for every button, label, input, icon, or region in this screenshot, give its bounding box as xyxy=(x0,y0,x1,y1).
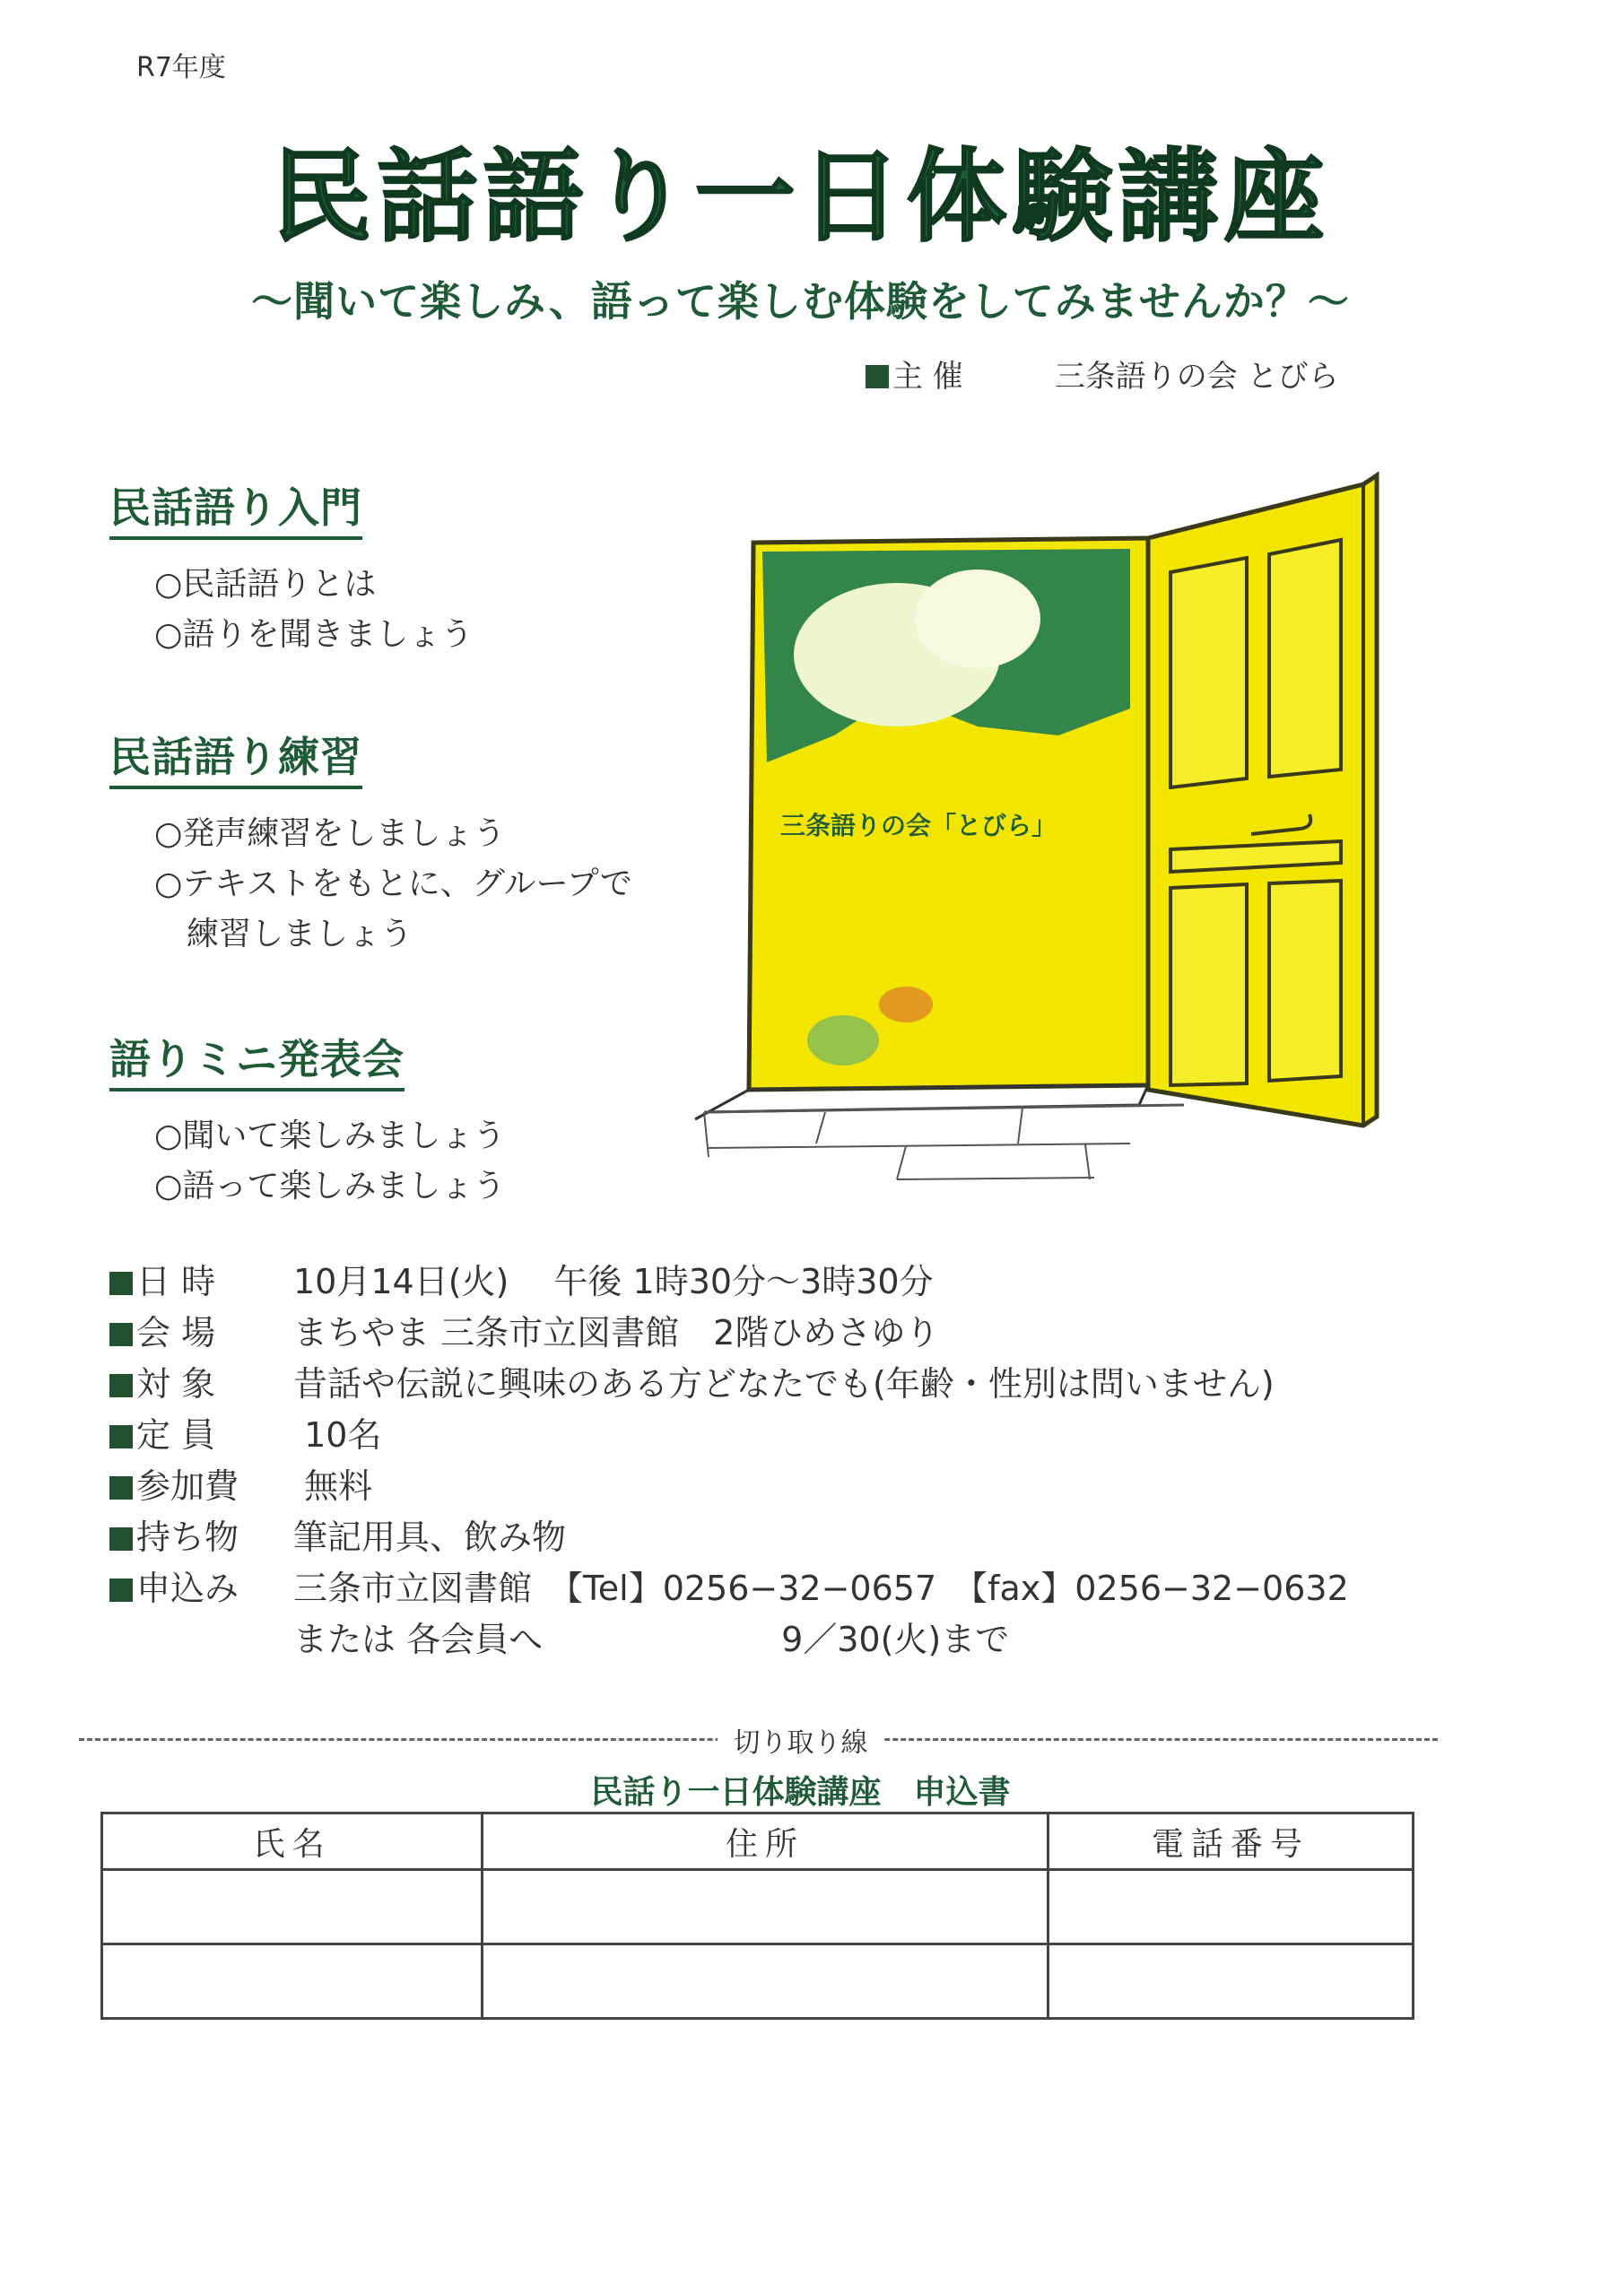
event-details xyxy=(109,1254,1349,1663)
section-heading: 民話語り練習 xyxy=(109,725,362,789)
name-cell[interactable] xyxy=(102,1944,483,2019)
application-form xyxy=(100,1812,1414,2020)
detail-row xyxy=(109,1305,1349,1356)
list-item: ○語りを聞きましょう xyxy=(154,616,474,653)
detail-row xyxy=(109,1612,1349,1663)
section-heading: 語りミニ発表会 xyxy=(109,1027,405,1091)
detail-row xyxy=(109,1458,1349,1509)
cut-line-label: 切り取り線 xyxy=(0,1720,1601,1760)
door-illustration xyxy=(682,466,1399,1220)
square-bullet-icon xyxy=(109,1476,133,1500)
detail-row xyxy=(109,1509,1349,1561)
section-practice xyxy=(109,725,632,960)
column-header-name: 氏名 xyxy=(102,1813,483,1870)
detail-label: 対 象 xyxy=(136,1364,216,1404)
list-item: 練習しましょう xyxy=(154,916,413,952)
detail-label: 参加費 xyxy=(136,1466,239,1506)
phone-cell[interactable] xyxy=(1048,1870,1413,1944)
detail-row xyxy=(109,1561,1349,1612)
door-image xyxy=(682,466,1399,1220)
detail-value: 筆記用具、飲み物 xyxy=(293,1518,567,1557)
detail-value: まちやま 三条市立図書館 2階ひめさゆり xyxy=(293,1313,940,1352)
door-sign-text: 三条語りの会「とびら」 xyxy=(780,811,1057,840)
list-item: ○発声練習をしましょう xyxy=(154,815,506,852)
square-bullet-icon xyxy=(866,365,889,388)
list-item: ○聞いて楽しみましょう xyxy=(154,1118,506,1154)
detail-row xyxy=(109,1356,1349,1407)
list-item: ○語って楽しみましょう xyxy=(154,1168,506,1205)
subtitle: 〜聞いて楽しみ、語って楽しむ体験をしてみませんか？〜 xyxy=(251,277,1350,326)
column-header-address: 住所 xyxy=(483,1813,1048,1870)
detail-label: 申込み xyxy=(136,1569,239,1608)
square-bullet-icon xyxy=(109,1425,133,1448)
list-item: ○民話語りとは xyxy=(154,566,377,603)
detail-value: 昔話や伝説に興味のある方どなたでも(年齢・性別は問いません) xyxy=(293,1364,1275,1404)
square-bullet-icon xyxy=(109,1272,133,1295)
column-header-phone: 電話番号 xyxy=(1048,1813,1413,1870)
year-label: R7年度 xyxy=(136,52,226,83)
square-bullet-icon xyxy=(109,1323,133,1346)
organizer xyxy=(866,352,1339,396)
square-bullet-icon xyxy=(109,1374,133,1397)
table-row xyxy=(102,1944,1414,2019)
detail-value: または 各会員へ 9／30(火)まで xyxy=(293,1620,1010,1659)
detail-label: 定 員 xyxy=(136,1415,216,1455)
detail-value: 10月14日(火) 午後 1時30分〜3時30分 xyxy=(293,1262,934,1301)
page-title: 民話語り一日体験講座 xyxy=(271,139,1330,256)
organizer-label: 主 催 xyxy=(892,359,963,395)
phone-cell[interactable] xyxy=(1048,1944,1413,2019)
address-cell[interactable] xyxy=(483,1944,1048,2019)
detail-label: 会 場 xyxy=(136,1313,216,1352)
section-heading: 民話語り入門 xyxy=(109,475,362,540)
list-item: ○テキストをもとに、グループで xyxy=(154,865,632,902)
section-intro xyxy=(109,475,473,660)
table-row xyxy=(102,1870,1414,1944)
detail-value: 無料 xyxy=(293,1466,373,1506)
square-bullet-icon xyxy=(109,1578,133,1602)
detail-row xyxy=(109,1407,1349,1458)
address-cell[interactable] xyxy=(483,1870,1048,1944)
square-bullet-icon xyxy=(109,1527,133,1551)
detail-value: 10名 xyxy=(293,1415,382,1455)
form-title: 民話り一日体験講座 申込書 xyxy=(590,1774,1011,1811)
detail-value: 三条市立図書館 【Tel】0256−32−0657 【fax】0256−32−0632 xyxy=(293,1569,1349,1608)
detail-label: 持ち物 xyxy=(136,1518,239,1557)
section-presentation xyxy=(109,1027,505,1212)
detail-label: 日 時 xyxy=(136,1262,216,1301)
organizer-name: 三条語りの会 とびら xyxy=(1054,359,1339,395)
name-cell[interactable] xyxy=(102,1870,483,1944)
detail-row xyxy=(109,1254,1349,1305)
